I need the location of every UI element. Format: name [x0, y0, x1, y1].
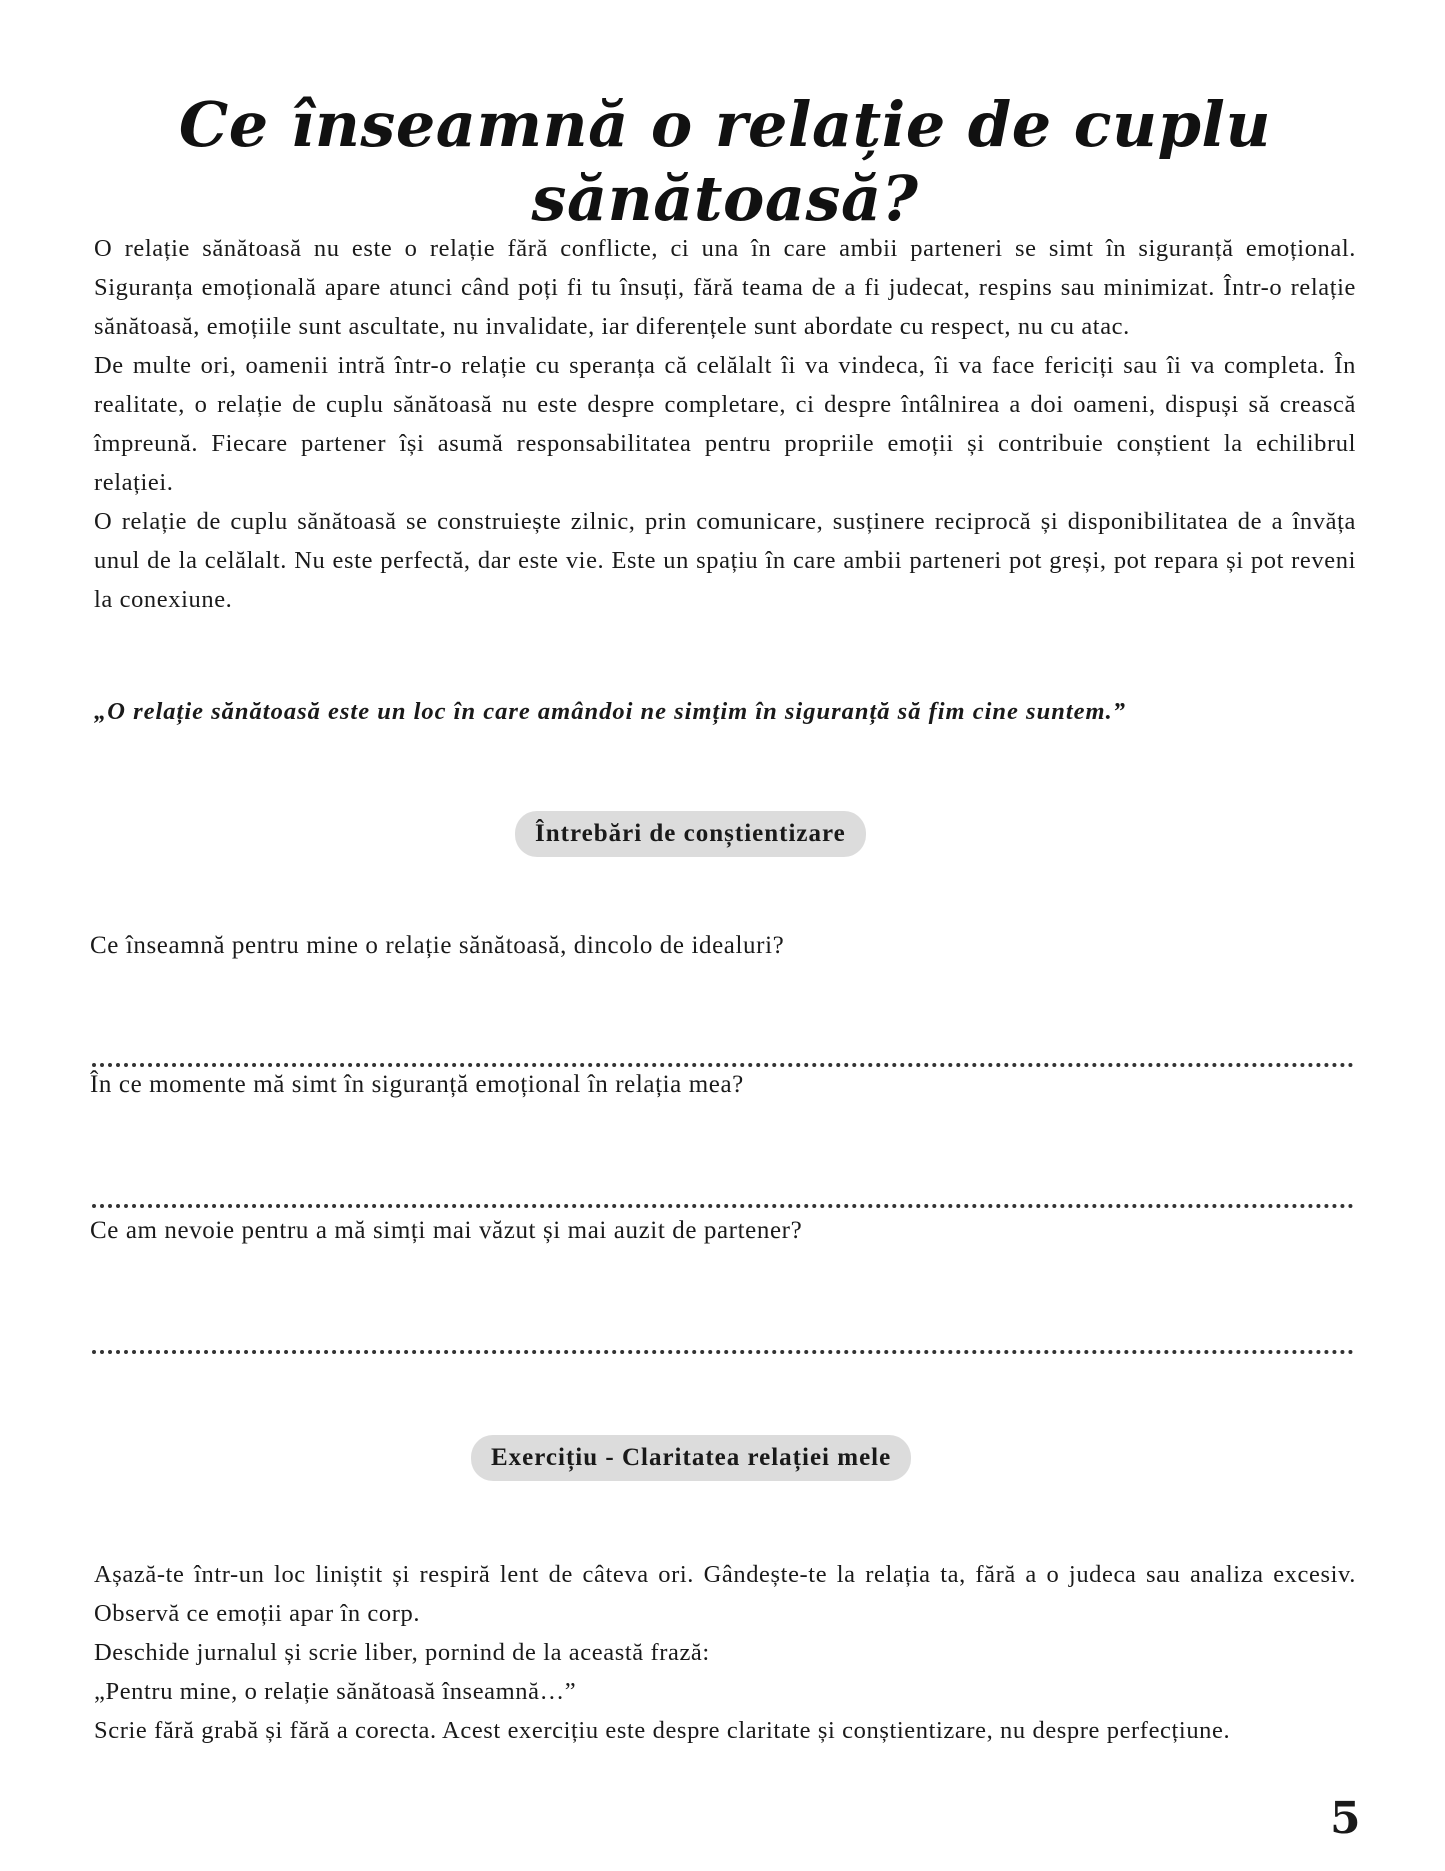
exercise-line: Deschide jurnalul și scrie liber, pornind de la această frază:	[94, 1639, 710, 1666]
intro-paragraph: O relație de cuplu sănătoasă se construiește zilnic, prin comunicare, susținere reciprocă și disponibilitatea de a învăța unul de la celălalt. Nu este perfectă, dar este vie. Este un spațiu în care ambii parteneri pot greși, pot repara și pot reveni la conexiune.	[94, 508, 1356, 613]
question-1: Ce înseamnă pentru mine o relație sănătoasă, dincolo de idealuri?	[90, 932, 785, 959]
answer-line-3[interactable]	[92, 1350, 1354, 1354]
exercise-line: Așază-te într-un loc liniștit și respiră lent de câteva ori. Gândește-te la relația ta, fără a o judeca sau analiza excesiv. Observă ce emoții apar în corp.	[94, 1561, 1356, 1627]
exercise-line: „Pentru mine, o relație sănătoasă înseamnă…”	[94, 1678, 577, 1705]
page-number: 5	[1330, 1793, 1361, 1844]
intro-paragraph: O relație sănătoasă nu este o relație fără conflicte, ci una în care ambii parteneri se simt în siguranță emoțional. Siguranța emoțională apare atunci când poți fi tu însuți, fără teama de a fi judecat, respins sau minimizat. Într-o relație sănătoasă, emoțiile sunt ascultate, nu invalidate, iar diferențele sunt abordate cu respect, nu cu atac.	[94, 235, 1356, 340]
exercise-heading: Exercițiu - Claritatea relației mele	[471, 1435, 911, 1481]
exercise-line: Scrie fără grabă și fără a corecta. Acest exercițiu este despre claritate și conștientizare, nu despre perfecțiune.	[94, 1717, 1231, 1744]
exercise-text	[94, 1555, 1356, 1750]
intro-paragraph: De multe ori, oamenii intră într-o relație cu speranța că celălalt îi va vindeca, îi va face fericiți sau îi va completa. În realitate, o relație de cuplu sănătoasă nu este despre completare, ci despre întâlnirea a doi oameni, dispuși să crească împreună. Fiecare partener își asumă responsabilitatea pentru propriile emoții și contribuie conștient la echilibrul relației.	[94, 352, 1356, 496]
question-3: Ce am nevoie pentru a mă simți mai văzut și mai auzit de partener?	[90, 1217, 803, 1244]
question-2: În ce momente mă simt în siguranță emoțional în relația mea?	[90, 1071, 744, 1098]
answer-line-1[interactable]	[92, 1063, 1354, 1067]
highlight-quote: „O relație sănătoasă este un loc în care amândoi ne simțim în siguranță să fim cine suntem.”	[94, 698, 1126, 725]
page-title: Ce înseamnă o relație de cuplu sănătoasă?	[178, 88, 1272, 236]
intro-text	[94, 229, 1356, 619]
answer-line-2[interactable]	[92, 1204, 1354, 1208]
awareness-heading: Întrebări de conștientizare	[515, 811, 866, 857]
